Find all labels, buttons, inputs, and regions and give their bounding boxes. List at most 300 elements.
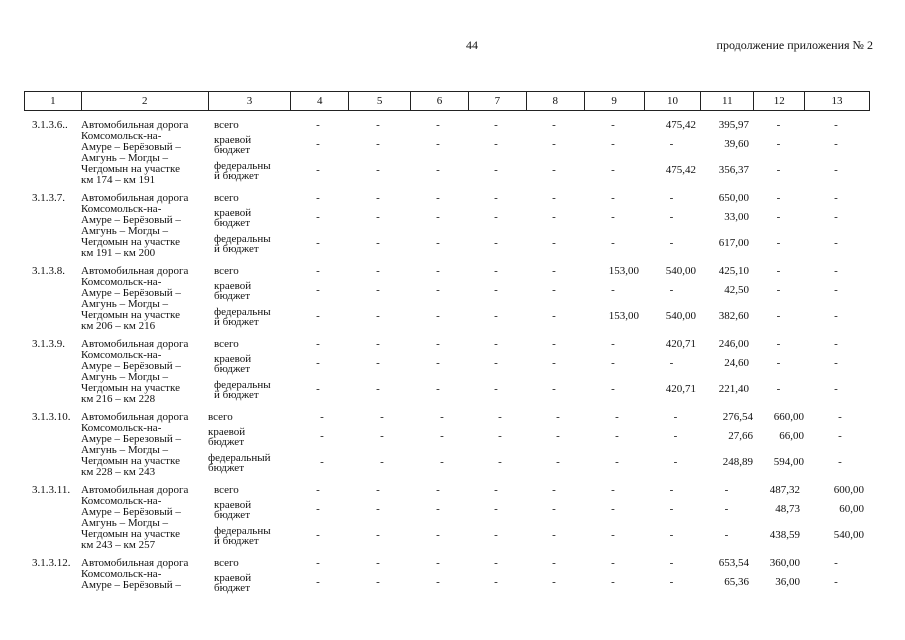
table-cell: -: [834, 192, 838, 204]
table-cell: -: [724, 484, 729, 496]
table-cell: -: [669, 237, 674, 249]
funding-source: [214, 135, 294, 155]
table-cell: -: [611, 503, 615, 515]
table-cell: -: [436, 576, 440, 588]
table-cell: 36,00: [775, 576, 800, 588]
funding-source-line: краевой: [214, 499, 252, 511]
funding-source: [214, 380, 294, 400]
row-number: 3.1.3.11.: [32, 484, 71, 496]
table-cell: -: [316, 192, 320, 204]
table-cell: -: [673, 430, 678, 442]
column-header-5: 5: [349, 92, 411, 110]
table-cell: 540,00: [665, 310, 696, 322]
funding-source: [214, 161, 294, 181]
funding-source: [214, 234, 294, 254]
table-cell: -: [611, 357, 615, 369]
table-cell: -: [669, 138, 674, 150]
row-name-line: Автомобильная дорога: [81, 411, 189, 423]
table-cell: -: [834, 338, 838, 350]
table-cell: -: [776, 119, 781, 131]
funding-source-line: краевой: [214, 207, 252, 219]
table-cell: -: [552, 529, 556, 541]
row-name-line: Автомобильная дорога: [81, 484, 189, 496]
row-name-line: Автомобильная дорога: [81, 557, 189, 569]
table-row-group: [24, 118, 870, 191]
table-cell: 540,00: [665, 265, 696, 277]
column-header-1: 1: [25, 92, 82, 110]
row-name-line: Амуре – Берёзовый –: [81, 360, 181, 372]
table-cell: -: [436, 383, 440, 395]
table-row-group: [24, 337, 870, 410]
table-row-group: [24, 410, 870, 483]
funding-source: [214, 193, 294, 203]
table-cell: -: [834, 576, 838, 588]
funding-source-line: всего: [208, 411, 233, 423]
table-cell: -: [552, 503, 556, 515]
funding-source-line: бюджет: [208, 462, 244, 474]
row-name-line: Комсомольск-на-: [81, 568, 162, 580]
table-cell: -: [436, 484, 440, 496]
row-number: 3.1.3.7.: [32, 192, 65, 204]
row-name-line: Амгунь – Могды –: [81, 225, 169, 237]
table-cell: -: [316, 557, 320, 569]
table-cell: -: [316, 310, 320, 322]
table-cell: -: [673, 456, 678, 468]
row-name-line: Амуре – Берёзовый –: [81, 214, 181, 226]
table-cell: -: [552, 211, 556, 223]
table-header-row: [24, 91, 870, 111]
row-name-line: Автомобильная дорога: [81, 338, 189, 350]
table-cell: -: [316, 237, 320, 249]
table-cell: -: [834, 284, 838, 296]
table-cell: 420,71: [665, 383, 696, 395]
funding-source-line: федеральны: [214, 233, 271, 245]
table-cell: -: [834, 557, 838, 569]
table-row-group: [24, 191, 870, 264]
row-name-line: км 191 – км 200: [81, 247, 156, 259]
column-header-2: 2: [82, 92, 209, 110]
row-name: [81, 412, 213, 478]
funding-source-line: бюджет: [214, 217, 250, 229]
table-cell: -: [440, 411, 444, 423]
table-row-group: [24, 556, 870, 596]
funding-source: [214, 500, 294, 520]
row-name-line: Амуре – Берёзовый –: [81, 287, 181, 299]
column-header-3: 3: [209, 92, 292, 110]
row-name-line: Автомобильная дорога: [81, 265, 189, 277]
table-cell: 24,60: [724, 357, 749, 369]
table-cell: -: [316, 211, 320, 223]
table-cell: 438,59: [769, 529, 800, 541]
funding-source-line: краевой: [214, 353, 252, 365]
table-cell: -: [498, 430, 502, 442]
table-cell: 395,97: [718, 119, 749, 131]
table-cell: -: [376, 237, 380, 249]
funding-source-line: всего: [214, 119, 239, 131]
table-cell: -: [436, 557, 440, 569]
column-header-12: 12: [754, 92, 805, 110]
row-name-line: Амгунь – Могды –: [81, 517, 169, 529]
funding-source: [214, 339, 294, 349]
table-cell: -: [498, 456, 502, 468]
table-cell: 617,00: [718, 237, 749, 249]
table-cell: -: [376, 529, 380, 541]
table-cell: -: [376, 503, 380, 515]
table-cell: -: [611, 119, 615, 131]
table-cell: -: [436, 310, 440, 322]
table-cell: -: [376, 484, 380, 496]
funding-source: [214, 354, 294, 374]
table-cell: -: [552, 138, 556, 150]
table-cell: -: [838, 456, 842, 468]
table-cell: 600,00: [833, 484, 864, 496]
funding-source: [214, 266, 294, 276]
row-name-line: км 243 – км 257: [81, 539, 156, 551]
table-cell: -: [316, 138, 320, 150]
row-number: 3.1.3.9.: [32, 338, 65, 350]
table-cell: -: [552, 557, 556, 569]
table-cell: -: [436, 192, 440, 204]
table-cell: -: [611, 237, 615, 249]
table-cell: -: [436, 357, 440, 369]
table-cell: -: [552, 119, 556, 131]
table-cell: -: [376, 576, 380, 588]
row-name-line: Комсомольск-на-: [81, 276, 162, 288]
funding-source: [208, 427, 288, 447]
table-cell: -: [834, 237, 838, 249]
table-cell: -: [316, 503, 320, 515]
column-header-13: 13: [831, 95, 843, 107]
table-cell: -: [316, 164, 320, 176]
table-cell: -: [669, 192, 674, 204]
row-name-line: Комсомольск-на-: [81, 422, 162, 434]
table-cell: 27,66: [728, 430, 753, 442]
funding-source-line: й бюджет: [214, 535, 259, 547]
table-cell: -: [436, 211, 440, 223]
table-cell: -: [552, 164, 556, 176]
table-cell: -: [376, 211, 380, 223]
table-cell: -: [376, 310, 380, 322]
table-cell: -: [669, 529, 674, 541]
table-cell: -: [320, 430, 324, 442]
row-number: 3.1.3.12.: [32, 557, 71, 569]
row-name-line: Амуре – Берёзовый –: [81, 579, 181, 591]
row-name-line: Автомобильная дорога: [81, 119, 189, 131]
table-cell: -: [376, 138, 380, 150]
table-cell: 650,00: [718, 192, 749, 204]
column-header-9: 9: [585, 92, 645, 110]
funding-source-line: федеральны: [214, 525, 271, 537]
table-cell: -: [436, 529, 440, 541]
row-name-line: Амгунь – Могды –: [81, 444, 169, 456]
funding-source-line: й бюджет: [214, 243, 259, 255]
funding-source-line: всего: [214, 192, 239, 204]
table-cell: -: [834, 265, 838, 277]
funding-source-line: краевой: [208, 426, 246, 438]
table-cell: -: [436, 338, 440, 350]
funding-source-line: й бюджет: [214, 389, 259, 401]
funding-source-line: краевой: [214, 572, 252, 584]
table-cell: -: [776, 284, 781, 296]
table-cell: -: [436, 119, 440, 131]
column-header-11: 11: [701, 92, 754, 110]
table-cell: -: [669, 284, 674, 296]
row-name: [81, 120, 213, 186]
table-cell: 653,54: [718, 557, 749, 569]
table-cell: -: [776, 211, 781, 223]
table-cell: -: [776, 357, 781, 369]
table-cell: 248,89: [722, 456, 753, 468]
table-cell: -: [376, 284, 380, 296]
row-name-line: км 206 – км 216: [81, 320, 156, 332]
table-cell: -: [669, 576, 674, 588]
table-cell: -: [552, 192, 556, 204]
table-cell: -: [552, 576, 556, 588]
table-cell: -: [776, 310, 781, 322]
table-cell: -: [316, 576, 320, 588]
row-name: [81, 485, 213, 551]
table-cell: -: [552, 265, 556, 277]
funding-source-line: бюджет: [214, 363, 250, 375]
row-name-line: Чегдомын на участке: [81, 236, 180, 248]
table-cell: 221,40: [718, 383, 749, 395]
funding-source-line: бюджет: [214, 582, 250, 594]
table-cell: -: [376, 119, 380, 131]
funding-source-line: й бюджет: [214, 316, 259, 328]
table-cell: -: [436, 237, 440, 249]
table-cell: -: [552, 338, 556, 350]
column-header-6: 6: [411, 92, 469, 110]
table-cell: 487,32: [769, 484, 800, 496]
column-header-4: 4: [291, 92, 349, 110]
funding-source-line: бюджет: [214, 144, 250, 156]
funding-source: [208, 412, 288, 422]
table-cell: -: [494, 383, 498, 395]
table-cell: -: [611, 284, 615, 296]
funding-source: [214, 281, 294, 301]
table-cell: -: [494, 357, 498, 369]
table-cell: -: [494, 138, 498, 150]
table-cell: -: [494, 284, 498, 296]
table-cell: -: [380, 411, 384, 423]
table-cell: -: [556, 411, 560, 423]
table-cell: 360,00: [769, 557, 800, 569]
table-cell: -: [316, 529, 320, 541]
table-cell: -: [611, 383, 615, 395]
table-cell: 48,73: [775, 503, 800, 515]
row-number: 3.1.3.6..: [32, 119, 68, 131]
table-cell: -: [611, 192, 615, 204]
table-cell: -: [834, 164, 838, 176]
table-cell: 60,00: [839, 503, 864, 515]
row-name-line: Чегдомын на участке: [81, 163, 180, 175]
funding-source: [214, 573, 294, 593]
table-cell: -: [611, 138, 615, 150]
table-cell: -: [834, 138, 838, 150]
table-cell: -: [436, 265, 440, 277]
table-cell: -: [380, 456, 384, 468]
table-cell: -: [669, 211, 674, 223]
table-cell: -: [611, 557, 615, 569]
table-cell: -: [776, 138, 781, 150]
table-cell: -: [834, 211, 838, 223]
table-cell: -: [320, 456, 324, 468]
table-cell: -: [494, 164, 498, 176]
funding-source-line: федеральны: [214, 160, 271, 172]
table-cell: 33,00: [724, 211, 749, 223]
funding-source-line: федеральный: [208, 452, 271, 464]
table-cell: 153,00: [608, 310, 639, 322]
table-cell: -: [834, 383, 838, 395]
table-cell: -: [380, 430, 384, 442]
table-cell: -: [776, 237, 781, 249]
table-cell: -: [834, 357, 838, 369]
table-cell: -: [376, 383, 380, 395]
table-cell: -: [316, 284, 320, 296]
row-name: [81, 339, 213, 405]
row-number: 3.1.3.10.: [32, 411, 71, 423]
table-cell: -: [776, 265, 781, 277]
funding-source-line: всего: [214, 338, 239, 350]
funding-source-line: всего: [214, 265, 239, 277]
table-cell: -: [316, 383, 320, 395]
table-cell: 66,00: [779, 430, 804, 442]
table-cell: -: [611, 338, 615, 350]
table-cell: -: [494, 576, 498, 588]
funding-source: [214, 526, 294, 546]
table-cell: -: [611, 529, 615, 541]
funding-source-line: федеральны: [214, 306, 271, 318]
row-name-line: км 216 – км 228: [81, 393, 156, 405]
row-name-line: Чегдомын на участке: [81, 382, 180, 394]
table-cell: -: [376, 357, 380, 369]
table-cell: 246,00: [718, 338, 749, 350]
table-cell: -: [552, 237, 556, 249]
table-cell: -: [376, 265, 380, 277]
table-cell: -: [611, 576, 615, 588]
table-cell: -: [316, 265, 320, 277]
funding-source: [214, 558, 294, 568]
funding-source: [214, 307, 294, 327]
table-cell: -: [556, 430, 560, 442]
funding-source-line: краевой: [214, 280, 252, 292]
table-cell: -: [776, 164, 781, 176]
table-cell: -: [776, 192, 781, 204]
table-cell: -: [316, 119, 320, 131]
table-cell: 42,50: [724, 284, 749, 296]
table-cell: -: [376, 338, 380, 350]
column-header-7: 7: [469, 92, 527, 110]
table-cell: -: [498, 411, 502, 423]
table-cell: -: [494, 484, 498, 496]
table-cell: 594,00: [773, 456, 804, 468]
funding-source-line: бюджет: [214, 290, 250, 302]
funding-source-line: федеральны: [214, 379, 271, 391]
row-name-line: Чегдомын на участке: [81, 528, 180, 540]
table-row-group: [24, 483, 870, 556]
row-name-line: Комсомольск-на-: [81, 130, 162, 142]
row-name: [81, 266, 213, 332]
funding-source-line: бюджет: [214, 509, 250, 521]
table-cell: -: [669, 503, 674, 515]
table-cell: -: [316, 357, 320, 369]
row-name-line: Комсомольск-на-: [81, 495, 162, 507]
table-cell: -: [494, 557, 498, 569]
row-name-line: км 228 – км 243: [81, 466, 156, 478]
table-cell: -: [494, 338, 498, 350]
table-cell: 425,10: [718, 265, 749, 277]
table-cell: -: [494, 265, 498, 277]
table-cell: -: [556, 456, 560, 468]
funding-source: [214, 120, 294, 130]
row-name-line: Автомобильная дорога: [81, 192, 189, 204]
page-number: 44: [466, 38, 478, 52]
table-cell: 660,00: [773, 411, 804, 423]
table-cell: -: [834, 310, 838, 322]
funding-source: [214, 208, 294, 228]
table-cell: -: [669, 557, 674, 569]
table-cell: -: [611, 164, 615, 176]
table-cell: 39,60: [724, 138, 749, 150]
table-cell: -: [834, 119, 838, 131]
table-cell: -: [673, 411, 678, 423]
table-cell: -: [552, 284, 556, 296]
funding-source-line: всего: [214, 557, 239, 569]
table-cell: -: [436, 164, 440, 176]
row-name-line: Амгунь – Могды –: [81, 298, 169, 310]
row-name-line: Амгунь – Могды –: [81, 371, 169, 383]
table-cell: -: [611, 484, 615, 496]
row-name: [81, 193, 213, 259]
row-name-line: Амуре – Берёзовый –: [81, 141, 181, 153]
row-name-line: Комсомольск-на-: [81, 203, 162, 215]
table-cell: -: [376, 557, 380, 569]
table-cell: 420,71: [665, 338, 696, 350]
table-cell: -: [494, 310, 498, 322]
table-cell: -: [552, 310, 556, 322]
table-cell: -: [440, 430, 444, 442]
table-cell: 540,00: [833, 529, 864, 541]
table-cell: -: [316, 484, 320, 496]
row-name-line: Чегдомын на участке: [81, 309, 180, 321]
table-cell: 65,36: [724, 576, 749, 588]
table-cell: -: [494, 211, 498, 223]
table-cell: -: [494, 529, 498, 541]
table-cell: -: [376, 164, 380, 176]
table-cell: -: [376, 192, 380, 204]
table-cell: -: [776, 338, 781, 350]
table-cell: -: [494, 119, 498, 131]
funding-source-line: бюджет: [208, 436, 244, 448]
row-name-line: Комсомольск-на-: [81, 349, 162, 361]
row-name-line: Амуре – Березовый –: [81, 433, 182, 445]
table-cell: -: [494, 237, 498, 249]
table-cell: -: [320, 411, 324, 423]
row-name-line: км 174 – км 191: [81, 174, 156, 186]
table-cell: -: [440, 456, 444, 468]
table-cell: 276,54: [722, 411, 753, 423]
continuation-label: продолжение приложения № 2: [716, 38, 873, 52]
table-cell: -: [611, 211, 615, 223]
table-cell: -: [552, 383, 556, 395]
table-cell: -: [436, 503, 440, 515]
table-cell: -: [615, 430, 619, 442]
row-name-line: Амуре – Берёзовый –: [81, 506, 181, 518]
table-cell: -: [669, 357, 674, 369]
row-name: [81, 558, 213, 591]
table-cell: -: [552, 484, 556, 496]
table-cell: -: [316, 338, 320, 350]
